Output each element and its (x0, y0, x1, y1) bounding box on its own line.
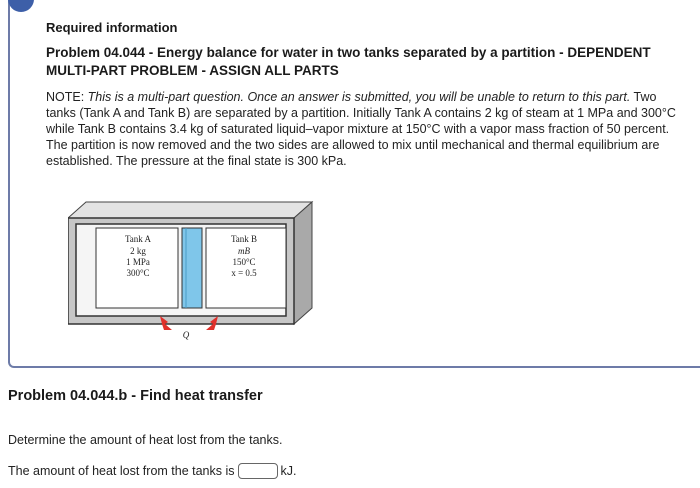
box-top-face (68, 202, 312, 218)
tank-a-pressure: 1 MPa (126, 257, 150, 267)
problem-description: Two tanks (Tank A and Tank B) are separated by a partition. Initially Tank A contains 2 kg of steam at 1 MPa and 300°C while Tank B contains 3.4 kg of saturated liquid–vapor mixture at 150°C with a vapor mass fraction of 50 percent. The partition is now removed and the two sides are allowed to mix until mechanical and thermal equilibrium are established. The pressure at the final state is 300 kPa. (46, 90, 676, 168)
note-italic-text: This is a multi-part question. Once an answer is submitted, you will be unable to return to this part. (87, 90, 631, 104)
tank-b-label: Tank B (230, 234, 258, 244)
required-info-heading: Required information (46, 20, 178, 35)
heat-answer-input[interactable] (238, 463, 278, 479)
tank-b-mass: mB (238, 246, 250, 256)
tank-a-label: Tank A (124, 234, 152, 244)
question-text: Determine the amount of heat lost from the tanks. (8, 433, 283, 447)
answer-line (8, 463, 297, 479)
corner-badge-icon (8, 0, 34, 12)
partition (182, 228, 202, 308)
heat-label: Q (182, 330, 190, 340)
tank-b-temperature: 150°C (232, 257, 256, 267)
required-info-panel (8, 0, 700, 368)
tank-a-mass: 2 kg (130, 246, 146, 256)
box-right-face (294, 202, 312, 324)
tanks-diagram (68, 200, 318, 350)
part-title: Problem 04.044.b - Find heat transfer (8, 388, 263, 404)
tank-a-temperature: 300°C (126, 268, 150, 278)
tank-b-quality: x = 0.5 (231, 268, 257, 278)
note-label: NOTE: (46, 90, 88, 104)
problem-note (46, 89, 686, 169)
answer-unit: kJ. (280, 464, 297, 478)
answer-prefix: The amount of heat lost from the tanks is (8, 464, 235, 478)
tanks-figure (68, 200, 318, 350)
problem-title: Problem 04.044 - Energy balance for water in two tanks separated by a partition - DEPENDENT MULTI-PART PROBLEM - ASSIGN ALL PARTS (46, 45, 651, 78)
